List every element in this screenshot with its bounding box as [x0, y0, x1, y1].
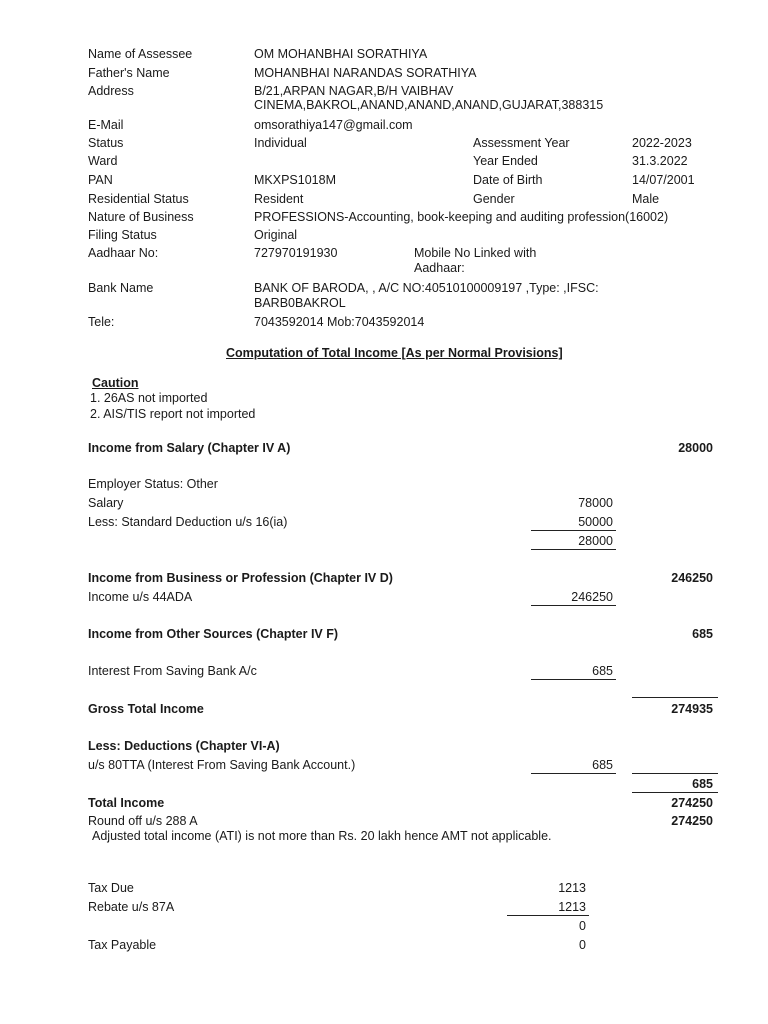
- employer-status: Employer Status: Other: [88, 477, 218, 491]
- caution-item-1: 1. 26AS not imported: [90, 391, 208, 405]
- status-value: Individual: [254, 136, 307, 150]
- nature-of-business-value: PROFESSIONS-Accounting, book-keeping and auditing profession(16002): [254, 210, 669, 224]
- assessee-label: Name of Assessee: [88, 47, 193, 61]
- tax-due-value: 1213: [558, 881, 586, 895]
- mobile-linked-line2: Aadhaar:: [414, 261, 465, 275]
- interest-value: 685: [592, 664, 613, 678]
- rule: [531, 773, 616, 774]
- salary-heading: Income from Salary (Chapter IV A): [88, 441, 291, 455]
- filing-status-value: Original: [254, 228, 298, 242]
- tax-due-label: Tax Due: [88, 881, 134, 895]
- tax-payable-value: 0: [579, 938, 586, 952]
- residential-status-label: Residential Status: [88, 192, 189, 206]
- assessee-value: OM MOHANBHAI SORATHIYA: [254, 47, 428, 61]
- filing-status-label: Filing Status: [88, 228, 157, 242]
- rule: [632, 792, 718, 793]
- computation-title: Computation of Total Income [As per Normal Provisions]: [226, 346, 563, 360]
- dob-value: 14/07/2001: [632, 173, 695, 187]
- email-label: E-Mail: [88, 118, 124, 132]
- bank-name-line1: BANK OF BARODA, , A/C NO:40510100009197 ,Type: ,IFSC:: [254, 281, 599, 295]
- assessment-year-label: Assessment Year: [473, 136, 570, 150]
- assessment-year-value: 2022-2023: [632, 136, 692, 150]
- address-label: Address: [88, 84, 134, 98]
- rule: [531, 530, 616, 531]
- total-income-label: Total Income: [88, 796, 165, 810]
- year-ended-value: 31.3.2022: [632, 154, 688, 168]
- gross-total-income-label: Gross Total Income: [88, 702, 204, 716]
- salary-total: 28000: [678, 441, 713, 455]
- tax-payable-label: Tax Payable: [88, 938, 157, 952]
- bank-name-label: Bank Name: [88, 281, 154, 295]
- address-line1: B/21,ARPAN NAGAR,B/H VAIBHAV: [254, 84, 454, 98]
- rebate-value: 1213: [558, 900, 586, 914]
- deductions-heading: Less: Deductions (Chapter VI-A): [88, 739, 280, 753]
- salary-net: 28000: [578, 534, 613, 548]
- rule: [632, 697, 718, 698]
- rule: [632, 773, 718, 774]
- bank-name-line2: BARB0BAKROL: [254, 296, 346, 310]
- address-line2: CINEMA,BAKROL,ANAND,ANAND,ANAND,GUJARAT,388315: [254, 98, 604, 112]
- standard-deduction-value: 50000: [578, 515, 613, 529]
- caution-title: Caution: [92, 376, 139, 390]
- rule: [531, 679, 616, 680]
- business-heading: Income from Business or Profession (Chapter IV D): [88, 571, 393, 585]
- residential-status-value: Resident: [254, 192, 304, 206]
- gender-label: Gender: [473, 192, 515, 206]
- year-ended-label: Year Ended: [473, 154, 538, 168]
- gender-value: Male: [632, 192, 660, 206]
- adaa-label: Income u/s 44ADA: [88, 590, 193, 604]
- standard-deduction-label: Less: Standard Deduction u/s 16(ia): [88, 515, 288, 529]
- dob-label: Date of Birth: [473, 173, 543, 187]
- roundoff-value: 274250: [671, 814, 713, 828]
- rule: [531, 549, 616, 550]
- interest-label: Interest From Saving Bank A/c: [88, 664, 257, 678]
- aadhaar-value: 727970191930: [254, 246, 338, 260]
- status-label: Status: [88, 136, 124, 150]
- nature-of-business-label: Nature of Business: [88, 210, 194, 224]
- total-income-value: 274250: [671, 796, 713, 810]
- deductions-total: 685: [692, 777, 713, 791]
- adaa-value: 246250: [571, 590, 613, 604]
- tta-label: u/s 80TTA (Interest From Saving Bank Account.): [88, 758, 356, 772]
- rebate-label: Rebate u/s 87A: [88, 900, 175, 914]
- father-label: Father's Name: [88, 66, 170, 80]
- father-value: MOHANBHAI NARANDAS SORATHIYA: [254, 66, 477, 80]
- roundoff-label: Round off u/s 288 A: [88, 814, 198, 828]
- tax-net-value: 0: [579, 919, 586, 933]
- business-total: 246250: [671, 571, 713, 585]
- aadhaar-label: Aadhaar No:: [88, 246, 159, 260]
- amt-note: Adjusted total income (ATI) is not more than Rs. 20 lakh hence AMT not applicable.: [92, 829, 552, 843]
- tele-value: 7043592014 Mob:7043592014: [254, 315, 425, 329]
- salary-label: Salary: [88, 496, 124, 510]
- rule: [507, 915, 589, 916]
- gross-total-income-value: 274935: [671, 702, 713, 716]
- caution-item-2: 2. AIS/TIS report not imported: [90, 407, 256, 421]
- mobile-linked-line1: Mobile No Linked with: [414, 246, 537, 260]
- tta-value: 685: [592, 758, 613, 772]
- pan-label: PAN: [88, 173, 113, 187]
- tele-label: Tele:: [88, 315, 115, 329]
- other-sources-total: 685: [692, 627, 713, 641]
- rule: [531, 605, 616, 606]
- ward-label: Ward: [88, 154, 118, 168]
- pan-value: MKXPS1018M: [254, 173, 336, 187]
- email-value: omsorathiya147@gmail.com: [254, 118, 413, 132]
- salary-value: 78000: [578, 496, 613, 510]
- other-sources-heading: Income from Other Sources (Chapter IV F): [88, 627, 339, 641]
